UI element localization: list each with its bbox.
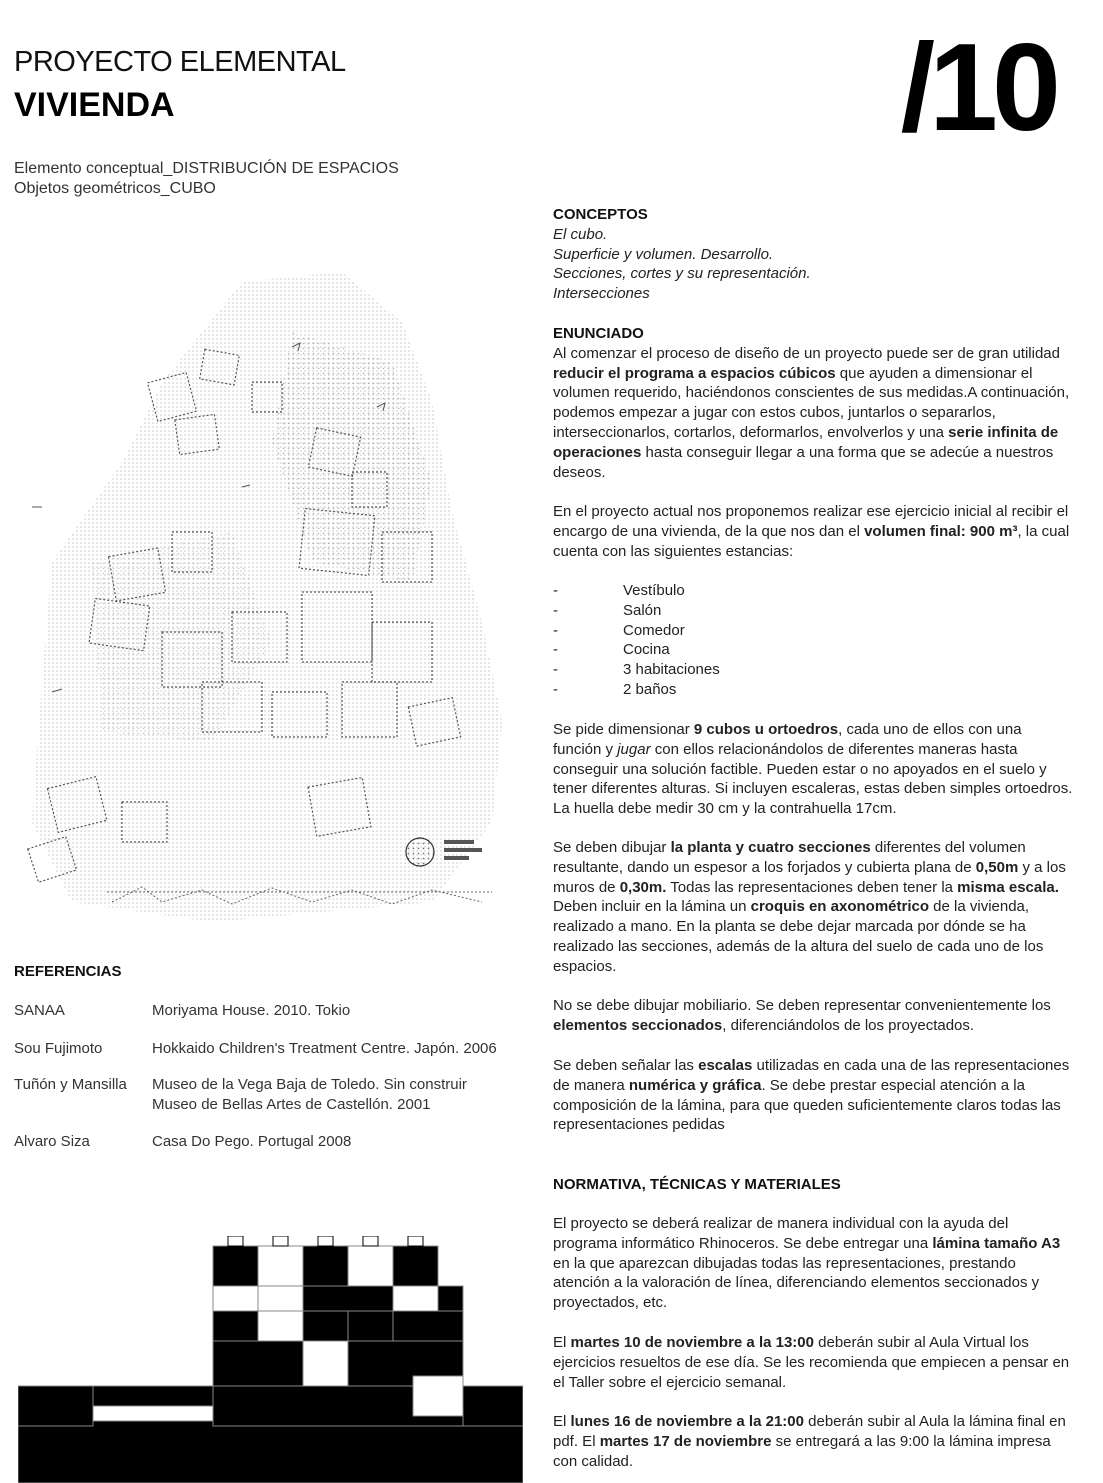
sketch-shading <box>32 272 502 922</box>
cube-section-figure <box>18 1236 523 1483</box>
room-item: - Comedor <box>553 621 1073 641</box>
conceptos-heading: CONCEPTOS <box>553 206 648 223</box>
section-conceptos <box>553 205 1073 304</box>
room-item: - Cocina <box>553 640 1073 660</box>
enunciado-paragraph-3: Se pide dimensionar 9 cubos u ortoedros, cada uno de ellos con una función y jugar con ellos relacionándolos de diferentes maneras hasta conseguir una solución factible. Pueden estar o no apoyados en el suelo y tener diferentes alturas. Si incluyen escaleras, estas deben simples ortoedros. La huella debe medir 30 cm y la contrahuella 17cm. <box>553 721 1073 818</box>
reference-architect: Tuñón y Mansilla <box>14 1076 127 1093</box>
enunciado-paragraph-2: En el proyecto actual nos proponemos realizar ese ejercicio inicial al recibir el encargo de una vivienda, de la que nos dan el volumen final: 900 m³, la cual cuenta con las siguientes estancias: <box>553 503 1070 560</box>
normativa-paragraph-1: El proyecto se deberá realizar de manera individual con la ayuda del programa informático Rhinoceros. Se debe entregar una lámina tamaño A3 en la que aparezcan dibujadas todas las representaciones, prestando atención a la valoración de línea, diferenciando elementos seccionados y proyectados, etc. <box>553 1215 1061 1312</box>
room-item: - Vestíbulo <box>553 581 1073 601</box>
enunciado-paragraph-4: Se deben dibujar la planta y cuatro secciones diferentes del volumen resultante, dando un espesor a los forjados y cubierta plana de 0,50m y a los muros de 0,30m. Todas las representaciones deben tener la misma escala. Deben incluir en la lámina un croquis en axonométrico de la vivienda, realizado a mano. En la planta se debe dejar marcada por dónde se ha realizado las secciones, además de la altura del suelo de cada uno de los espacios. <box>553 839 1066 975</box>
enunciado-paragraph-6: Se deben señalar las escalas utilizadas en cada una de las representaciones de manera numérica y gráfica. Se debe prestar especial atención a la composición de la lámina, para que queden suficientemente claros todas las representaciones pedidas <box>553 1057 1070 1134</box>
reference-architect: SANAA <box>14 1002 65 1019</box>
plan-sketch-figure <box>12 262 512 942</box>
reference-architect: Alvaro Siza <box>14 1133 90 1150</box>
enunciado-heading: ENUNCIADO <box>553 325 644 342</box>
document-title: PROYECTO ELEMENTAL <box>14 46 346 78</box>
enunciado-paragraph-1: Al comenzar el proceso de diseño de un proyecto puede ser de gran utilidad reducir el programa a espacios cúbicos que ayuden a dimensionar el volumen requerido, haciéndonos conscientes de sus medidas.A continuación, podemos empezar a jugar con estos cubos, juntarlos o separarlos, interseccionarlos, cortarlos, deformarlos, envolverlos y una serie infinita de operaciones hasta conseguir llegar a una forma que se adecúe a nuestros deseos. <box>553 344 1070 481</box>
concept-item: El cubo. <box>553 225 608 243</box>
concept-meta <box>14 159 399 199</box>
normativa-heading: NORMATIVA, TÉCNICAS Y MATERIALES <box>553 1176 841 1193</box>
concept-item: Intersecciones <box>553 285 650 303</box>
exercise-number: /10 <box>900 19 1055 157</box>
section-enunciado <box>553 324 1073 482</box>
normativa-paragraph-3: El lunes 16 de noviembre a la 21:00 deberán subir al Aula la lámina final en pdf. El martes 17 de noviembre se entregará a las 9:00 la lámina impresa con calidad. <box>553 1413 1066 1470</box>
concept-item: Superficie y volumen. Desarrollo. <box>553 245 774 263</box>
room-item: - 2 baños <box>553 680 1073 700</box>
section-normativa <box>553 1175 1073 1195</box>
meta-line-objects: Objetos geométricos_CUBO <box>14 180 216 197</box>
reference-works: Hokkaido Children's Treatment Centre. Japón. 2006 <box>152 1040 497 1057</box>
room-item: - Salón <box>553 601 1073 621</box>
concept-item: Secciones, cortes y su representación. <box>553 265 811 283</box>
reference-works: Museo de la Vega Baja de Toledo. Sin construir Museo de Bellas Artes de Castellón. 2001 <box>152 1076 467 1113</box>
rooms-list <box>553 581 1073 700</box>
reference-works: Moriyama House. 2010. Tokio <box>152 1002 351 1019</box>
meta-line-concept: Elemento conceptual_DISTRIBUCIÓN DE ESPACIOS <box>14 160 399 177</box>
room-item: - 3 habitaciones <box>553 660 1073 680</box>
references-heading: REFERENCIAS <box>14 963 122 980</box>
reference-works: Casa Do Pego. Portugal 2008 <box>152 1133 352 1150</box>
normativa-paragraph-2: El martes 10 de noviembre a la 13:00 deberán subir al Aula Virtual los ejercicios resueltos de ese día. Se les recomienda que empiecen a pensar en el Taller sobre el ejercicio semanal. <box>553 1334 1070 1391</box>
enunciado-paragraph-5: No se debe dibujar mobiliario. Se deben representar convenientemente los elementos seccionados, diferenciándolos de los proyectados. <box>553 997 1051 1034</box>
reference-architect: Sou Fujimoto <box>14 1040 103 1057</box>
document-subtitle: VIVIENDA <box>14 86 175 124</box>
